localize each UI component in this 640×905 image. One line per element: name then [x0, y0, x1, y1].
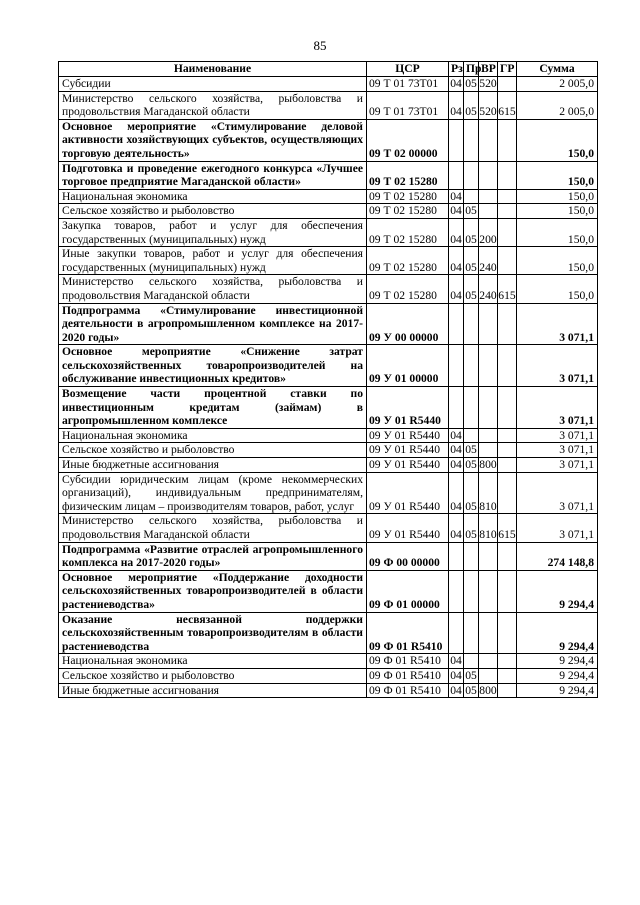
table-row	[59, 683, 598, 698]
cell-name: Субсидии	[59, 77, 367, 92]
table-row	[59, 218, 598, 246]
cell-sum: 9 294,4	[517, 612, 598, 654]
cell-csr: 09 У 01 R5440	[367, 428, 449, 443]
cell-vr: 240	[479, 247, 498, 275]
cell-name: Подпрограмма «Развитие отраслей агропромышленного комплекса на 2017-2020 годы»	[59, 542, 367, 570]
cell-rz: 04	[450, 668, 462, 682]
cell-sum: 9 294,4	[517, 570, 598, 612]
cell-gr	[498, 189, 517, 204]
table-body	[59, 77, 598, 698]
table-row	[59, 77, 598, 92]
cell-rz: 04	[449, 218, 464, 246]
cell-sum: 150,0	[517, 161, 598, 189]
cell-rz: 04	[449, 514, 464, 542]
cell-gr	[498, 204, 517, 219]
header-sum: Сумма	[517, 62, 598, 77]
table-header-row	[59, 62, 598, 77]
cell-name: Основное мероприятие «Снижение затрат сельскохозяйственных товаропроизводителей на обслуживание инвестиционных кредитов»	[59, 345, 367, 387]
cell-sum: 9 294,4	[517, 654, 598, 669]
cell-vr	[479, 668, 498, 683]
cell-pr: 05	[465, 458, 477, 472]
cell-csr: 09 У 01 R5440	[367, 472, 449, 514]
cell-csr: 09 Т 02 15280	[367, 275, 449, 303]
cell-gr	[498, 303, 517, 345]
cell-gr	[498, 387, 517, 429]
cell-gr	[498, 570, 517, 612]
cell-pr	[464, 570, 479, 612]
cell-csr: 09 У 01 R5440	[367, 458, 449, 473]
cell-gr	[498, 654, 517, 669]
table-row	[59, 570, 598, 612]
cell-name: Иные бюджетные ассигнования	[59, 458, 367, 473]
cell-csr: 09 Ф 01 R5410	[367, 654, 449, 669]
cell-csr: 09 У 00 00000	[367, 303, 449, 345]
cell-name: Сельское хозяйство и рыболовство	[59, 668, 367, 683]
cell-sum: 3 071,1	[517, 472, 598, 514]
cell-gr	[498, 77, 517, 92]
cell-csr: 09 У 01 R5440	[367, 514, 449, 542]
cell-csr: 09 Т 01 73Т01	[367, 77, 449, 92]
cell-name: Иные бюджетные ассигнования	[59, 683, 367, 698]
table-row	[59, 303, 598, 345]
cell-csr: 09 Ф 01 R5410	[367, 668, 449, 683]
cell-vr: 800	[479, 458, 497, 472]
table-row	[59, 387, 598, 429]
cell-sum: 274 148,8	[517, 542, 598, 570]
cell-csr: 09 Т 02 15280	[367, 247, 449, 275]
cell-pr: 05	[464, 275, 479, 303]
cell-sum: 3 071,1	[517, 443, 598, 458]
cell-pr: 05	[465, 443, 477, 457]
cell-vr	[479, 303, 498, 345]
cell-pr: 05	[464, 91, 479, 119]
cell-rz: 04	[450, 458, 462, 472]
cell-gr	[498, 472, 517, 514]
cell-vr	[479, 428, 498, 443]
cell-vr	[479, 204, 498, 219]
cell-vr: 200	[479, 218, 498, 246]
cell-csr: 09 Ф 01 R5410	[367, 612, 449, 654]
cell-gr	[498, 345, 517, 387]
cell-name: Министерство сельского хозяйства, рыболовства и продовольствия Магаданской области	[59, 514, 367, 542]
table-row	[59, 91, 598, 119]
cell-pr	[464, 189, 479, 204]
cell-sum: 150,0	[517, 119, 598, 161]
cell-rz: 04	[450, 654, 462, 668]
cell-vr	[479, 189, 498, 204]
table-row	[59, 514, 598, 542]
cell-name: Сельское хозяйство и рыболовство	[59, 204, 367, 219]
cell-csr: 09 Т 01 73Т01	[367, 91, 449, 119]
cell-sum: 2 005,0	[517, 77, 598, 92]
cell-pr: 05	[465, 77, 477, 90]
cell-pr	[464, 119, 479, 161]
cell-sum: 3 071,1	[517, 458, 598, 473]
table-row	[59, 247, 598, 275]
table-row	[59, 189, 598, 204]
cell-sum: 9 294,4	[517, 668, 598, 683]
cell-name: Министерство сельского хозяйства, рыболовства и продовольствия Магаданской области	[59, 91, 367, 119]
cell-rz: 04	[450, 428, 462, 442]
cell-rz: 04	[450, 683, 462, 697]
cell-pr	[464, 345, 479, 387]
header-vr: ВР	[479, 62, 498, 77]
table-row	[59, 275, 598, 303]
cell-csr: 09 Ф 01 R5410	[367, 683, 449, 698]
cell-gr: 615	[498, 275, 517, 303]
cell-rz: 04	[450, 204, 462, 218]
cell-rz: 04	[449, 275, 464, 303]
cell-csr: 09 Т 02 15280	[367, 204, 449, 219]
cell-sum: 3 071,1	[517, 428, 598, 443]
cell-vr: 810	[479, 514, 498, 542]
cell-csr: 09 Т 02 15280	[367, 218, 449, 246]
table-row	[59, 612, 598, 654]
cell-pr: 05	[465, 668, 477, 682]
cell-rz	[449, 570, 464, 612]
cell-csr: 09 Т 02 15280	[367, 189, 449, 204]
cell-sum: 3 071,1	[517, 303, 598, 345]
cell-vr	[479, 542, 498, 570]
cell-name: Сельское хозяйство и рыболовство	[59, 443, 367, 458]
cell-sum: 150,0	[517, 204, 598, 219]
cell-name: Подпрограмма «Стимулирование инвестиционной деятельности в агропромышленном комплексе на 2017-2020 годы»	[59, 303, 367, 345]
cell-name: Оказание несвязанной поддержки сельскохозяйственным товаропроизводителям в области растениеводства	[59, 612, 367, 654]
cell-pr	[464, 612, 479, 654]
cell-vr	[479, 570, 498, 612]
cell-pr: 05	[464, 218, 479, 246]
cell-sum: 150,0	[517, 218, 598, 246]
cell-name: Подготовка и проведение ежегодного конкурса «Лучшее торговое предприятие Магаданской области»	[59, 161, 367, 189]
cell-name: Национальная экономика	[59, 428, 367, 443]
table-row	[59, 654, 598, 669]
cell-pr	[464, 387, 479, 429]
cell-csr: 09 У 01 R5440	[367, 387, 449, 429]
cell-vr: 240	[479, 275, 498, 303]
cell-vr	[479, 119, 498, 161]
cell-vr	[479, 443, 498, 458]
cell-name: Иные закупки товаров, работ и услуг для обеспечения государственных (муниципальных) нужд	[59, 247, 367, 275]
cell-rz: 04	[450, 443, 462, 457]
header-name: Наименование	[59, 62, 367, 77]
table-row	[59, 345, 598, 387]
cell-rz	[449, 303, 464, 345]
table-row	[59, 458, 598, 473]
cell-rz	[449, 345, 464, 387]
cell-rz	[449, 161, 464, 189]
cell-rz: 04	[449, 91, 464, 119]
cell-name: Основное мероприятие «Стимулирование деловой активности хозяйствующих субъектов, осуществляющих торговую деятельность»	[59, 119, 367, 161]
cell-vr	[479, 345, 498, 387]
cell-sum: 3 071,1	[517, 345, 598, 387]
cell-pr: 05	[464, 472, 479, 514]
table-row	[59, 472, 598, 514]
cell-rz	[449, 542, 464, 570]
cell-name: Основное мероприятие «Поддержание доходности сельскохозяйственных товаропроизводителей в области растениеводства»	[59, 570, 367, 612]
cell-rz	[449, 612, 464, 654]
table-row	[59, 428, 598, 443]
cell-name: Закупка товаров, работ и услуг для обеспечения государственных (муниципальных) нужд	[59, 218, 367, 246]
cell-rz: 04	[450, 77, 462, 90]
cell-pr	[464, 542, 479, 570]
cell-gr	[498, 247, 517, 275]
cell-pr	[464, 654, 479, 669]
cell-pr: 05	[465, 683, 477, 697]
cell-pr: 05	[464, 514, 479, 542]
cell-rz	[449, 119, 464, 161]
cell-csr: 09 Ф 00 00000	[367, 542, 449, 570]
cell-rz: 04	[450, 189, 462, 203]
cell-name: Субсидии юридическим лицам (кроме некоммерческих организаций), индивидуальным предпринимателям, физическим лицам – производителям товаров, работ, услуг	[59, 472, 367, 514]
cell-pr: 05	[465, 204, 477, 218]
table-row	[59, 204, 598, 219]
cell-name: Национальная экономика	[59, 654, 367, 669]
cell-gr	[498, 161, 517, 189]
cell-pr	[464, 428, 479, 443]
cell-csr: 09 У 01 00000	[367, 345, 449, 387]
cell-csr: 09 Т 02 15280	[367, 161, 449, 189]
cell-name: Министерство сельского хозяйства, рыболовства и продовольствия Магаданской области	[59, 275, 367, 303]
cell-rz: 04	[449, 472, 464, 514]
cell-pr: 05	[464, 247, 479, 275]
cell-sum: 150,0	[517, 247, 598, 275]
cell-csr: 09 Т 02 00000	[367, 119, 449, 161]
cell-gr	[498, 668, 517, 683]
cell-csr: 09 Ф 01 00000	[367, 570, 449, 612]
cell-sum: 2 005,0	[517, 91, 598, 119]
cell-sum: 3 071,1	[517, 514, 598, 542]
cell-sum: 9 294,4	[517, 683, 598, 698]
budget-table	[58, 61, 598, 698]
cell-vr	[479, 161, 498, 189]
cell-gr: 615	[498, 514, 517, 542]
header-csr: ЦСР	[367, 62, 449, 77]
table-row	[59, 443, 598, 458]
table-row	[59, 161, 598, 189]
cell-vr: 800	[479, 683, 497, 697]
table-row	[59, 668, 598, 683]
cell-gr	[498, 428, 517, 443]
cell-name: Национальная экономика	[59, 189, 367, 204]
page-number: 85	[313, 38, 327, 53]
cell-sum: 150,0	[517, 275, 598, 303]
cell-pr	[464, 303, 479, 345]
cell-gr	[498, 542, 517, 570]
cell-rz: 04	[449, 247, 464, 275]
cell-csr: 09 У 01 R5440	[367, 443, 449, 458]
cell-vr: 520	[479, 91, 498, 119]
cell-vr: 520	[479, 77, 497, 90]
cell-rz	[449, 387, 464, 429]
cell-name: Возмещение части процентной ставки по инвестиционным кредитам (займам) в агропромышленном комплексе	[59, 387, 367, 429]
cell-sum: 150,0	[517, 189, 598, 204]
cell-gr	[498, 683, 517, 698]
header-rz: Рз	[449, 62, 464, 77]
cell-vr: 810	[479, 472, 498, 514]
cell-pr	[464, 161, 479, 189]
cell-vr	[479, 387, 498, 429]
table-row	[59, 542, 598, 570]
cell-gr: 615	[498, 91, 517, 119]
cell-vr	[479, 612, 498, 654]
cell-gr	[498, 218, 517, 246]
cell-gr	[498, 458, 517, 473]
cell-sum: 3 071,1	[517, 387, 598, 429]
cell-gr	[498, 119, 517, 161]
header-pr: Пр	[464, 62, 479, 77]
cell-vr	[479, 654, 498, 669]
cell-gr	[498, 612, 517, 654]
header-gr: ГР	[498, 62, 517, 77]
cell-gr	[498, 443, 517, 458]
table-row	[59, 119, 598, 161]
